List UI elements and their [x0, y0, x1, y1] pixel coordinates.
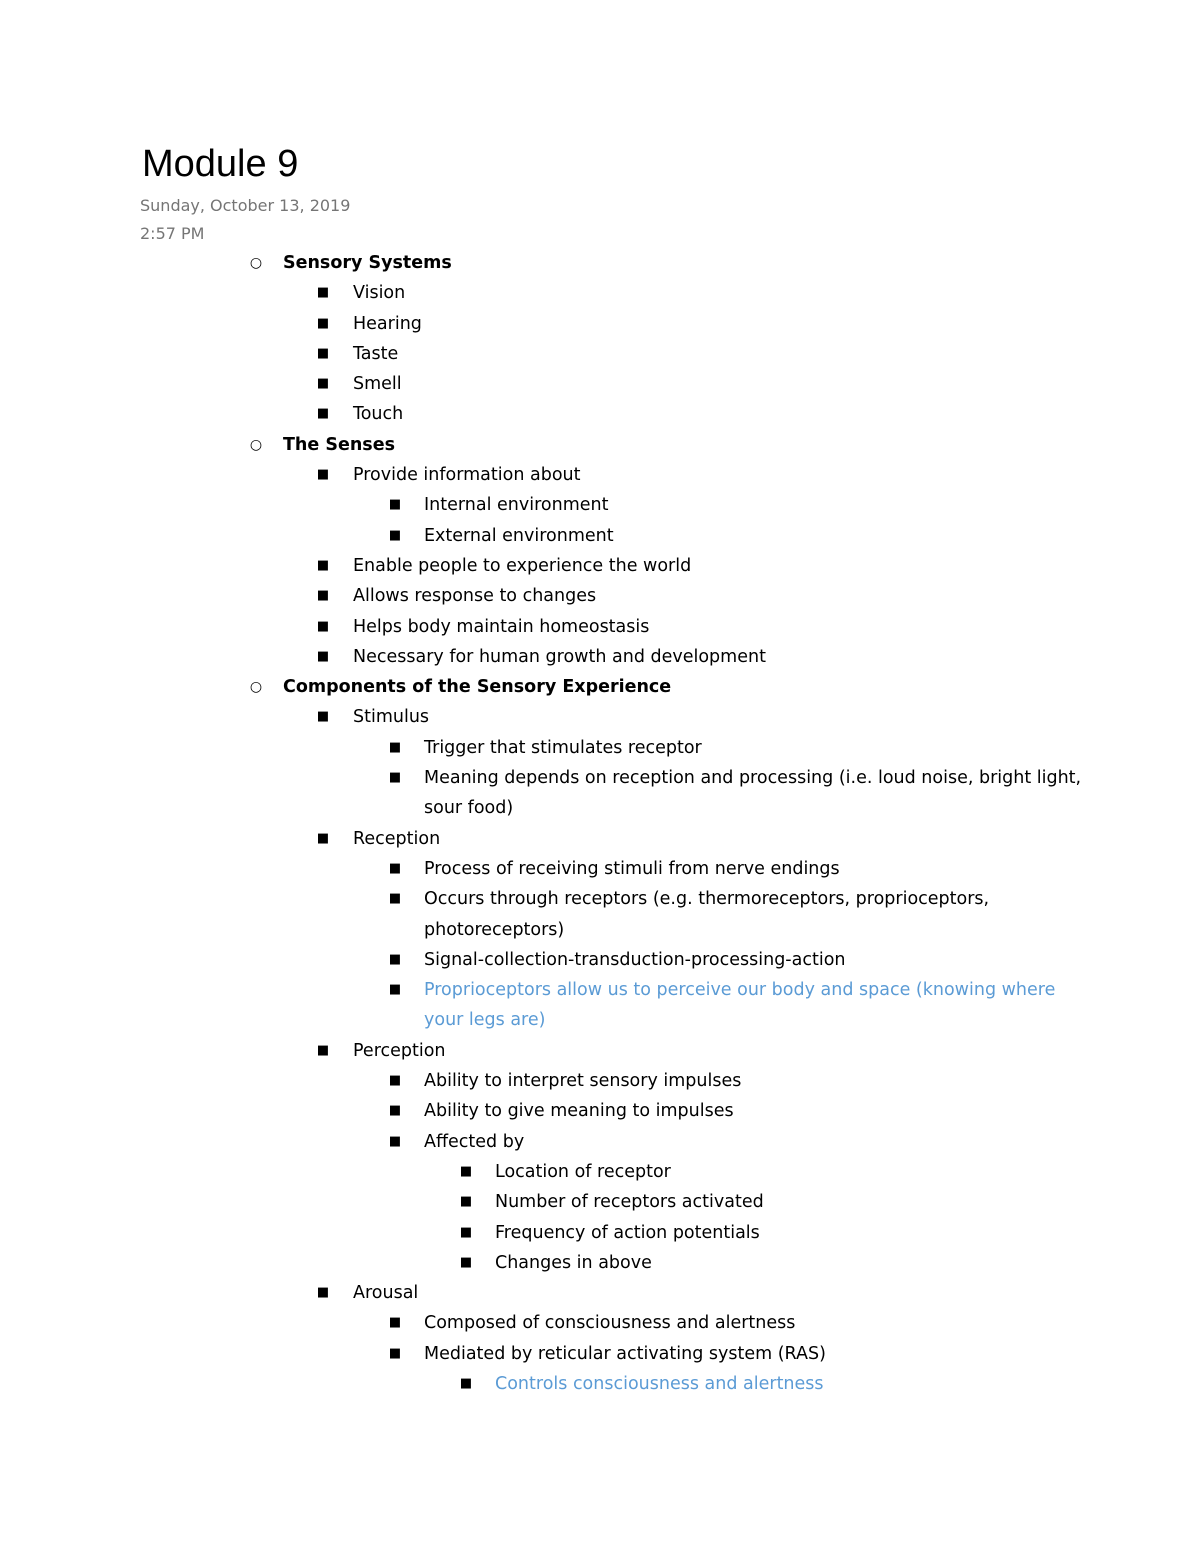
- list-item: [0, 460, 1200, 490]
- square-bullet-icon: ■: [316, 588, 330, 604]
- list-item: [0, 824, 1200, 854]
- list-item-text: Internal environment: [424, 495, 609, 516]
- list-item-text: Changes in above: [495, 1252, 652, 1273]
- circle-bullet-icon: ○: [249, 679, 263, 696]
- list-item-text: Signal-collection-transduction-processing-action: [424, 949, 846, 970]
- list-item: [0, 309, 1200, 339]
- list-item: [0, 1036, 1200, 1066]
- notes-outline: [0, 248, 1200, 1399]
- note-time: 2:57 PM: [140, 224, 205, 243]
- list-item: [0, 581, 1200, 611]
- list-item-text: Smell: [353, 374, 402, 395]
- list-item: [0, 884, 1200, 945]
- square-bullet-icon: ■: [316, 345, 330, 361]
- list-item-text: Arousal: [353, 1283, 419, 1304]
- list-item: [0, 642, 1200, 672]
- square-bullet-icon: ■: [388, 527, 402, 543]
- square-bullet-icon: ■: [316, 709, 330, 725]
- list-item-text: Helps body maintain homeostasis: [353, 616, 650, 637]
- list-item-text: Enable people to experience the world: [353, 555, 692, 576]
- square-bullet-icon: ■: [388, 1345, 402, 1361]
- list-item-text: External environment: [424, 525, 614, 546]
- square-bullet-icon: ■: [388, 739, 402, 755]
- list-item: [0, 612, 1200, 642]
- list-item-text: Provide information about: [353, 465, 581, 486]
- list-item-text: Controls consciousness and alertness: [495, 1373, 824, 1394]
- list-item-text: Ability to interpret sensory impulses: [424, 1071, 742, 1092]
- list-item: [0, 1157, 1200, 1187]
- square-bullet-icon: ■: [459, 1194, 473, 1210]
- circle-bullet-icon: ○: [249, 255, 263, 271]
- list-item-text: Sensory Systems: [283, 253, 452, 273]
- square-bullet-icon: ■: [316, 376, 330, 392]
- list-item-text: Stimulus: [353, 707, 430, 728]
- square-bullet-icon: ■: [316, 285, 330, 301]
- square-bullet-icon: ■: [388, 1133, 402, 1149]
- list-item: [0, 551, 1200, 581]
- list-item: [0, 945, 1200, 975]
- list-item-text: Occurs through receptors (e.g. thermoreceptors, proprioceptors, photoreceptors): [424, 889, 990, 940]
- list-item: [0, 1096, 1200, 1126]
- list-item-text: Touch: [353, 404, 404, 425]
- square-bullet-icon: ■: [316, 830, 330, 846]
- page-title: Module 9: [142, 143, 299, 185]
- square-bullet-icon: ■: [316, 315, 330, 331]
- square-bullet-icon: ■: [316, 406, 330, 422]
- list-item-text: Frequency of action potentials: [495, 1222, 760, 1243]
- list-item: [0, 1339, 1200, 1369]
- list-item: [0, 1218, 1200, 1248]
- list-item-text: Number of receptors activated: [495, 1192, 764, 1213]
- list-item: [0, 1248, 1200, 1278]
- square-bullet-icon: ■: [316, 618, 330, 634]
- square-bullet-icon: ■: [316, 467, 330, 483]
- square-bullet-icon: ■: [459, 1224, 473, 1240]
- square-bullet-icon: ■: [388, 1315, 402, 1331]
- list-item-text: Vision: [353, 283, 406, 304]
- note-date: Sunday, October 13, 2019: [140, 196, 351, 215]
- list-item-text: Proprioceptors allow us to perceive our body and space (knowing where your legs are): [424, 980, 1056, 1031]
- section-heading: [0, 672, 1200, 702]
- list-item: [0, 854, 1200, 884]
- list-item: [0, 975, 1200, 1036]
- list-item-text: Trigger that stimulates receptor: [424, 737, 702, 758]
- list-item-text: Location of receptor: [495, 1161, 671, 1182]
- circle-bullet-icon: ○: [249, 436, 263, 453]
- square-bullet-icon: ■: [388, 1103, 402, 1119]
- list-item: [0, 733, 1200, 763]
- square-bullet-icon: ■: [316, 557, 330, 573]
- square-bullet-icon: ■: [459, 1163, 473, 1179]
- list-item-text: Necessary for human growth and development: [353, 646, 766, 667]
- list-item: [0, 521, 1200, 551]
- square-bullet-icon: ■: [459, 1254, 473, 1270]
- list-item: [0, 1187, 1200, 1217]
- square-bullet-icon: ■: [388, 1073, 402, 1089]
- list-item: [0, 278, 1200, 308]
- list-item: [0, 1369, 1200, 1399]
- list-item: [0, 763, 1200, 824]
- square-bullet-icon: ■: [316, 648, 330, 664]
- list-item-text: Ability to give meaning to impulses: [424, 1101, 734, 1122]
- list-item-text: Perception: [353, 1040, 446, 1061]
- list-item: [0, 702, 1200, 732]
- list-item-text: The Senses: [283, 434, 395, 455]
- list-item-text: Affected by: [424, 1131, 525, 1152]
- square-bullet-icon: ■: [316, 1285, 330, 1301]
- list-item-text: Hearing: [353, 313, 422, 334]
- list-item: [0, 339, 1200, 369]
- list-item-text: Components of the Sensory Experience: [283, 677, 672, 698]
- list-item: [0, 1278, 1200, 1308]
- square-bullet-icon: ■: [316, 1042, 330, 1058]
- list-item: [0, 490, 1200, 520]
- list-item-text: Reception: [353, 828, 441, 849]
- list-item: [0, 399, 1200, 429]
- section-heading: [0, 248, 1200, 278]
- section-heading: [0, 430, 1200, 460]
- list-item-text: Composed of consciousness and alertness: [424, 1313, 796, 1334]
- list-item: [0, 1127, 1200, 1157]
- square-bullet-icon: ■: [388, 982, 402, 998]
- square-bullet-icon: ■: [388, 497, 402, 513]
- list-item: [0, 1308, 1200, 1338]
- list-item-text: Meaning depends on reception and processing (i.e. loud noise, bright light, sour food): [424, 768, 1082, 819]
- square-bullet-icon: ■: [459, 1375, 473, 1391]
- square-bullet-icon: ■: [388, 860, 402, 876]
- list-item: [0, 369, 1200, 399]
- list-item-text: Mediated by reticular activating system (RAS): [424, 1343, 826, 1364]
- list-item-text: Taste: [353, 343, 399, 364]
- square-bullet-icon: ■: [388, 951, 402, 967]
- square-bullet-icon: ■: [388, 770, 402, 786]
- list-item: [0, 1066, 1200, 1096]
- list-item-text: Allows response to changes: [353, 586, 597, 607]
- list-item-text: Process of receiving stimuli from nerve endings: [424, 858, 840, 879]
- square-bullet-icon: ■: [388, 891, 402, 907]
